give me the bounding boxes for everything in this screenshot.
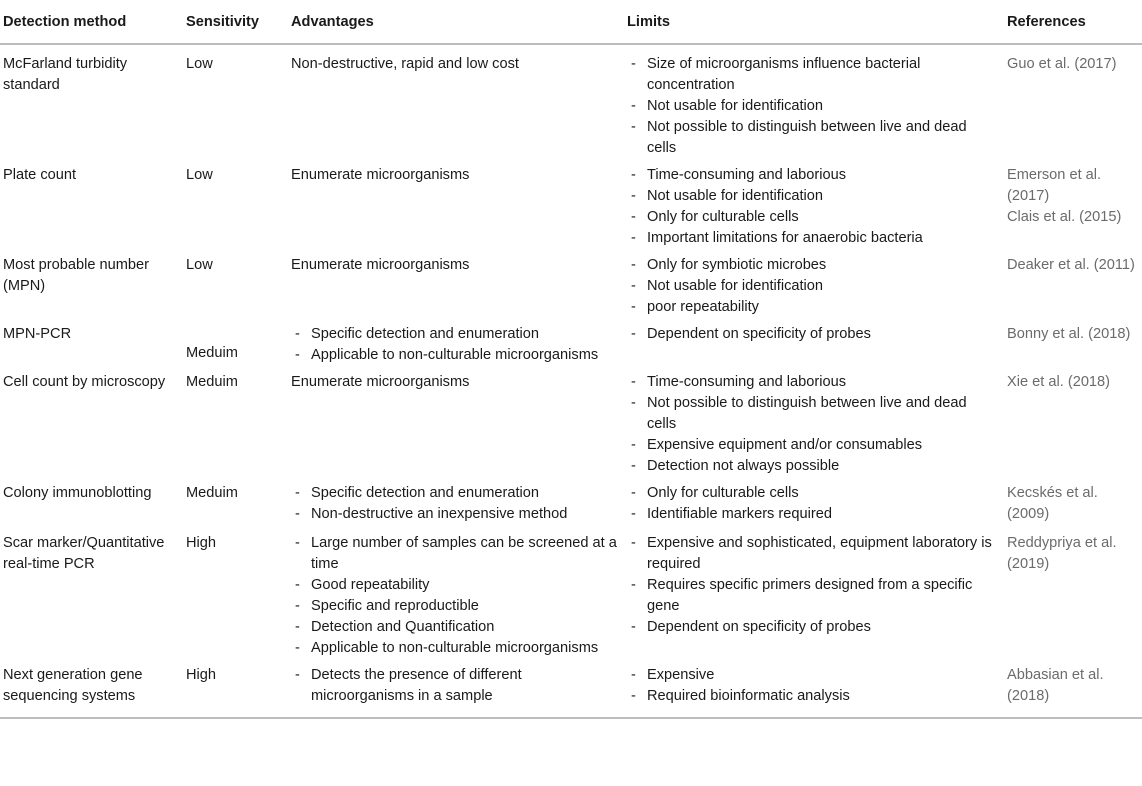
limit-item: - Not usable for identification <box>627 186 999 207</box>
limits-list <box>627 483 999 525</box>
limits-list <box>627 665 999 707</box>
sensitivity-cell: Meduim <box>186 485 238 501</box>
references-cell <box>1003 369 1142 480</box>
sensitivity-cell: Meduim <box>186 374 238 390</box>
advantage-item: - Specific and reproductible <box>291 596 619 617</box>
advantage-item: - Detects the presence of different microorganisms in a sample <box>291 665 619 707</box>
advantages-cell: Non-destructive, rapid and low cost <box>291 56 519 72</box>
sensitivity-cell: High <box>182 662 287 718</box>
advantage-item: - Specific detection and enumeration <box>291 483 619 504</box>
header-references: References <box>1003 0 1142 44</box>
advantage-item: - Specific detection and enumeration <box>291 324 619 345</box>
limit-item: - Expensive <box>627 665 999 686</box>
method-cell: Colony immunoblotting <box>3 485 152 501</box>
reference-text: Xie et al. (2018) <box>1007 374 1111 390</box>
sensitivity-cell: Meduim <box>186 345 238 361</box>
references-cell <box>1003 480 1142 528</box>
references-cell <box>1003 662 1142 718</box>
limits-cell <box>623 321 1003 369</box>
table-row <box>0 252 1142 321</box>
references-cell <box>1003 252 1142 321</box>
advantage-item: - Applicable to non-culturable microorganisms <box>291 345 619 366</box>
header-method: Detection method <box>0 0 182 44</box>
advantages-cell <box>287 321 623 369</box>
limits-list <box>627 255 999 318</box>
limits-cell <box>623 44 1003 162</box>
sensitivity-cell: Low <box>186 257 213 273</box>
advantages-cell <box>287 480 623 528</box>
advantage-item: - Detection and Quantification <box>291 617 619 638</box>
limits-cell <box>623 528 1003 662</box>
table-row <box>0 162 1142 252</box>
method-cell: Scar marker/Quantitative real-time PCR <box>3 535 165 572</box>
limit-item: - Not possible to distinguish between live and dead cells <box>627 117 999 159</box>
advantages-cell <box>287 662 623 718</box>
header-row <box>0 0 1142 44</box>
table-row <box>0 369 1142 480</box>
advantages-cell: Enumerate microorganisms <box>291 257 470 273</box>
reference-text: Reddypriya et al. (2019) <box>1007 535 1117 572</box>
limit-item: - Only for symbiotic microbes <box>627 255 999 276</box>
table-row <box>0 480 1142 528</box>
sensitivity-cell: Low <box>186 56 213 72</box>
reference-text: Guo et al. (2017) <box>1007 56 1117 72</box>
method-cell: MPN-PCR <box>3 326 72 342</box>
references-cell <box>1003 321 1142 369</box>
method-cell: McFarland turbidity standard <box>3 56 128 93</box>
limit-item: - Expensive and sophisticated, equipment laboratory is required <box>627 533 999 575</box>
limits-list <box>627 533 999 638</box>
limit-item: - Required bioinformatic analysis <box>627 686 999 707</box>
advantage-item: - Non-destructive an inexpensive method <box>291 504 619 525</box>
limits-list <box>627 165 999 249</box>
limits-list <box>627 372 999 477</box>
advantages-cell: Enumerate microorganisms <box>291 374 470 390</box>
limit-item: - Time-consuming and laborious <box>627 165 999 186</box>
limit-item: - Important limitations for anaerobic bacteria <box>627 228 999 249</box>
table-row <box>0 321 1142 369</box>
reference-text: Deaker et al. (2011) <box>1007 257 1135 273</box>
limit-item: - Dependent on specificity of probes <box>627 617 999 638</box>
limit-item: - Dependent on specificity of probes <box>627 324 999 345</box>
limits-list <box>627 54 999 159</box>
header-advantages: Advantages <box>287 0 623 44</box>
advantage-item: - Large number of samples can be screened at a time <box>291 533 619 575</box>
sensitivity-cell: High <box>186 535 217 551</box>
table-row <box>0 528 1142 662</box>
limits-list <box>627 324 999 345</box>
limit-item: - Only for culturable cells <box>627 483 999 504</box>
reference-text: Kecskés et al. (2009) <box>1007 485 1098 522</box>
limit-item: - Expensive equipment and/or consumables <box>627 435 999 456</box>
references-cell <box>1003 528 1142 662</box>
header-sensitivity: Sensitivity <box>182 0 287 44</box>
advantage-item: - Applicable to non-culturable microorganisms <box>291 638 619 659</box>
limits-cell <box>623 662 1003 718</box>
advantages-list <box>291 533 619 659</box>
method-cell: Next generation gene sequencing systems <box>0 662 182 718</box>
limits-cell <box>623 162 1003 252</box>
method-cell: Plate count <box>3 167 77 183</box>
limit-item: - poor repeatability <box>627 297 999 318</box>
reference-text: Clais et al. (2015) <box>1007 209 1122 225</box>
limit-item: - Size of microorganisms influence bacterial concentration <box>627 54 999 96</box>
advantages-cell: Enumerate microorganisms <box>291 167 470 183</box>
advantages-list <box>291 483 619 525</box>
limit-item: - Requires specific primers designed from a specific gene <box>627 575 999 617</box>
reference-text: Bonny et al. (2018) <box>1007 326 1131 342</box>
limits-cell <box>623 480 1003 528</box>
advantages-cell <box>287 528 623 662</box>
advantages-list <box>291 665 619 707</box>
limit-item: - Not usable for identification <box>627 96 999 117</box>
references-cell <box>1003 44 1142 162</box>
table-row <box>0 662 1142 718</box>
reference-text: Emerson et al. (2017) <box>1007 167 1102 204</box>
limit-item: - Not usable for identification <box>627 276 999 297</box>
header-limits: Limits <box>623 0 1003 44</box>
advantages-list <box>291 324 619 366</box>
method-cell: Most probable number (MPN) <box>3 257 150 294</box>
limit-item: - Only for culturable cells <box>627 207 999 228</box>
limit-item: - Time-consuming and laborious <box>627 372 999 393</box>
table-row <box>0 44 1142 162</box>
limit-item: - Identifiable markers required <box>627 504 999 525</box>
advantage-item: - Good repeatability <box>291 575 619 596</box>
limit-item: - Not possible to distinguish between live and dead cells <box>627 393 999 435</box>
limit-item: - Detection not always possible <box>627 456 999 477</box>
reference-text: Abbasian et al. (2018) <box>1007 667 1104 704</box>
sensitivity-cell: Low <box>186 167 213 183</box>
method-cell: Cell count by microscopy <box>3 374 166 390</box>
limits-cell <box>623 369 1003 480</box>
references-cell <box>1003 162 1142 252</box>
limits-cell <box>623 252 1003 321</box>
